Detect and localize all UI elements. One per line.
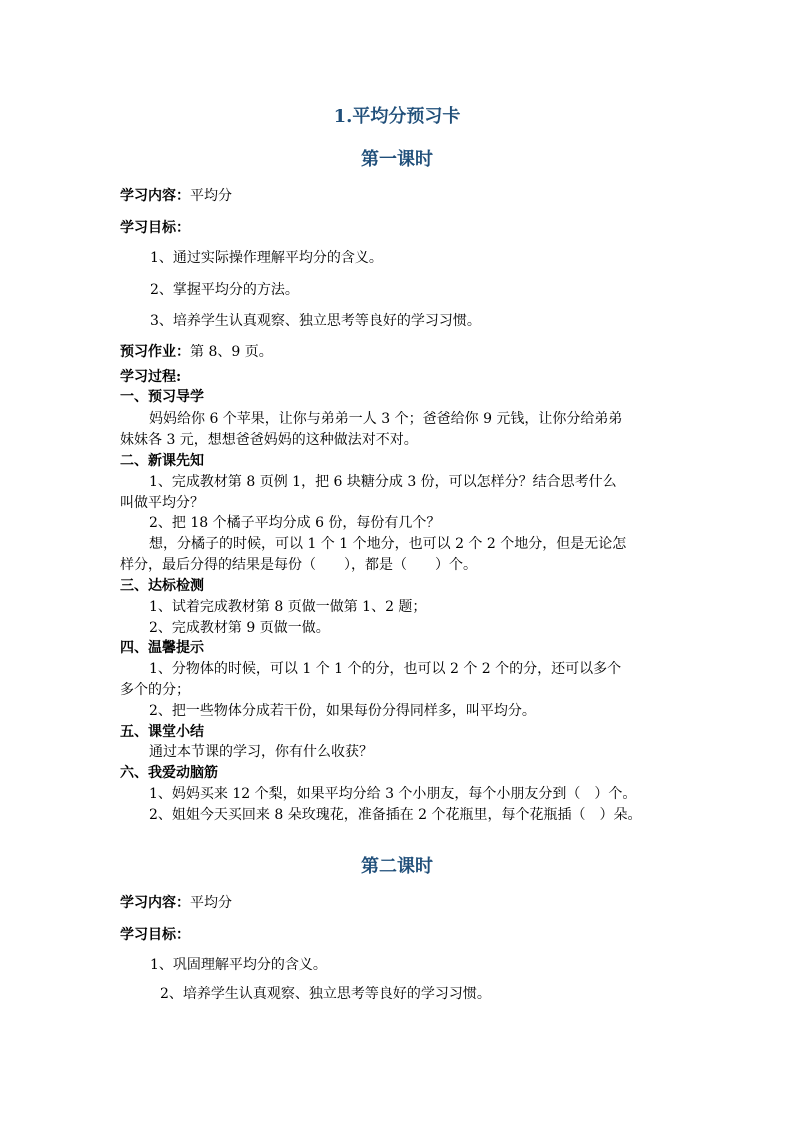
section-title: 二、新课先知: [120, 453, 204, 469]
content-value: 平均分: [190, 895, 232, 911]
homework-label: 预习作业：: [120, 344, 190, 360]
section-line: 2、把一些物体分成若干份，如果每份分得同样多，叫平均分。: [149, 703, 536, 719]
homework-row: [120, 342, 273, 362]
process-label: 学习过程:: [120, 369, 182, 385]
content-label: 学习内容：: [120, 895, 190, 911]
lesson1-content-row: [120, 186, 232, 206]
lesson1-goal-item: 3、培养学生认真观察、独立思考等良好的学习习惯。: [150, 313, 481, 329]
content-label: 学习内容：: [120, 188, 190, 204]
section-line: 妈妈给你 6 个苹果，让你与弟弟一人 3 个；爸爸给你 9 元钱，让你分给弟弟: [149, 411, 623, 427]
section-title: 四、温馨提示: [120, 640, 204, 656]
lesson1-goals-label: 学习目标：: [120, 220, 190, 236]
lesson1-heading: 第一课时: [361, 149, 433, 170]
section-line: 多个的分；: [120, 682, 190, 698]
section-line: 想，分橘子的时候，可以 1 个 1 个地分，也可以 2 个 2 个地分，但是无论怎: [149, 536, 627, 552]
section-title: 五、课堂小结: [120, 724, 204, 740]
document-title: 1.平均分预习卡: [333, 106, 461, 127]
homework-value: 第 8、9 页。: [190, 344, 273, 360]
section-line: 1、分物体的时候，可以 1 个 1 个的分，也可以 2 个 2 个的分，还可以多个: [149, 661, 622, 677]
section-line: 1、试着完成教材第 8 页做一做第 1、2 题；: [149, 599, 427, 615]
section-title: 六、我爱动脑筋: [120, 765, 218, 781]
lesson2-goal-item: 2、培养学生认真观察、独立思考等良好的学习习惯。: [160, 986, 491, 1002]
section-line: 叫做平均分？: [120, 495, 204, 511]
section-line: 妹妹各 3 元，想想爸爸妈妈的这种做法对不对。: [120, 432, 418, 448]
section-line: 1、完成教材第 8 页例 1，把 6 块糖分成 3 份，可以怎样分？结合思考什么: [149, 474, 617, 490]
section-line: 通过本节课的学习，你有什么收获？: [149, 744, 373, 760]
section-line: 样分，最后分得的结果是每份（ ），都是（ ）个。: [120, 557, 477, 573]
lesson1-goal-item: 1、通过实际操作理解平均分的含义。: [150, 250, 383, 266]
lesson2-content-row: [120, 893, 232, 913]
lesson2-heading: 第二课时: [361, 856, 433, 877]
lesson1-goal-item: 2、掌握平均分的方法。: [150, 282, 299, 298]
lesson2-goals-label: 学习目标：: [120, 927, 190, 943]
section-title: 三、达标检测: [120, 578, 204, 594]
content-value: 平均分: [190, 188, 232, 204]
section-line: 2、姐姐今天买回来 8 朵玫瑰花，准备插在 2 个花瓶里，每个花瓶插（ ）朵。: [149, 807, 642, 823]
lesson2-goal-item: 1、巩固理解平均分的含义。: [150, 957, 327, 973]
section-line: 2、把 18 个橘子平均分成 6 份，每份有几个？: [149, 515, 441, 531]
section-title: 一、预习导学: [120, 389, 204, 405]
section-line: 2、完成教材第 9 页做一做。: [149, 620, 330, 636]
section-line: 1、妈妈买来 12 个梨，如果平均分给 3 个小朋友，每个小朋友分到（ ）个。: [149, 786, 637, 802]
